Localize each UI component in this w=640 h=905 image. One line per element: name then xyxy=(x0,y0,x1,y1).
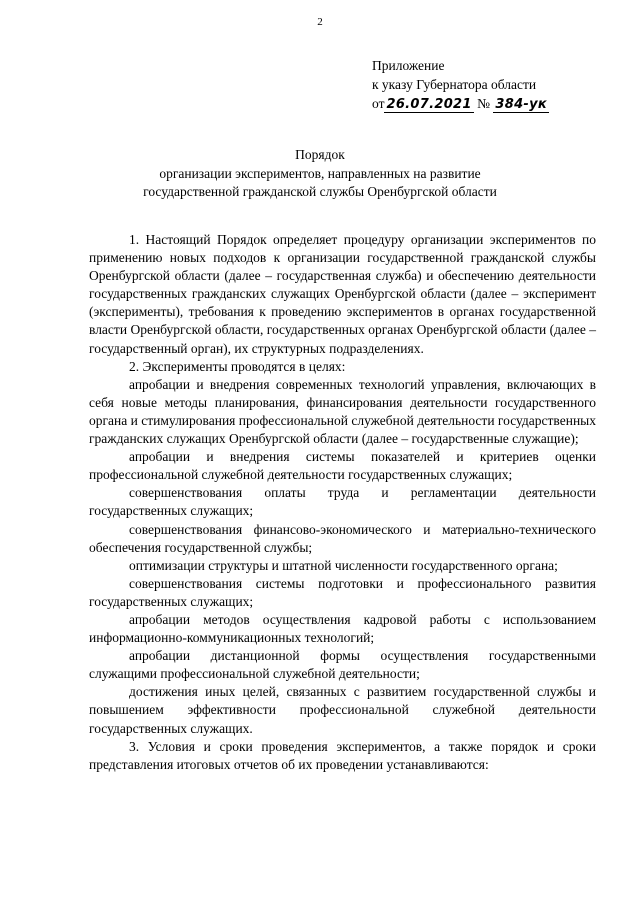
title-line-2: организации экспериментов, направленных на развитие xyxy=(159,165,481,181)
document-title xyxy=(0,146,640,202)
goal-item: совершенствования финансово-экономического и материально-технического обеспечения государственной службы; xyxy=(89,521,596,555)
goal-item: оптимизации структуры и штатной численности государственного органа; xyxy=(129,557,558,573)
paragraph-3: 3. Условия и сроки проведения экспериментов, а также порядок и сроки представления итоговых отчетов об их проведении устанавливаются: xyxy=(89,738,596,772)
appendix-decree-reference: к указу Губернатора области xyxy=(372,77,537,92)
goal-item: достижения иных целей, связанных с развитием государственной службы и повышением эффективности профессиональной служебной деятельности государственных служащих. xyxy=(89,684,596,736)
paragraph-1: 1. Настоящий Порядок определяет процедуру организации экспериментов по применению новых подходов к организации государственной гражданской службы Оренбургской области (далее – государственная служба) и обеспечению деятельности государственных гражданских служащих Оренбургской области (далее – эксперимент (эксперименты), требования к проведению экспериментов в органах государственной власти Оренбургской области, государственных органах Оренбургской области (далее – государственный орган), их структурных подразделениях. xyxy=(89,232,596,356)
goal-item: совершенствования оплаты труда и регламентации деятельности государственных служащих; xyxy=(89,485,596,519)
goal-item: апробации и внедрения системы показателей и критериев оценки профессиональной служебной деятельности государственных служащих; xyxy=(89,449,596,483)
page-number: 2 xyxy=(317,16,323,28)
date-prefix: от xyxy=(372,96,385,111)
appendix-date-number-line xyxy=(372,94,549,114)
number-sign: № xyxy=(477,96,490,111)
appendix-label: Приложение xyxy=(372,58,445,73)
title-line-3: государственной гражданской службы Оренбургской области xyxy=(143,184,497,199)
title-line-1: Порядок xyxy=(295,147,345,162)
goal-item: совершенствования системы подготовки и профессионального развития государственных служащих; xyxy=(89,575,596,609)
goal-item: апробации методов осуществления кадровой работы с использованием информационно-коммуникационных технологий; xyxy=(89,611,596,646)
goal-item: апробации и внедрения современных технологий управления, включающих в себя новые методы планирования, финансирования деятельности государственного органа и стимулирования профессиональной служебной деятельности государственных гражданских служащих Оренбургской области (далее – государственные служащие); xyxy=(89,376,596,447)
decree-number: 384-ук xyxy=(495,97,548,112)
decree-date: 26.07.2021 xyxy=(386,97,472,112)
appendix-header xyxy=(372,56,549,114)
paragraph-2: 2. Эксперименты проводятся в целях: xyxy=(129,358,346,374)
document-body xyxy=(89,231,596,774)
goal-item: апробации дистанционной формы осуществления государственными служащими профессиональной служебной деятельности; xyxy=(89,648,596,682)
